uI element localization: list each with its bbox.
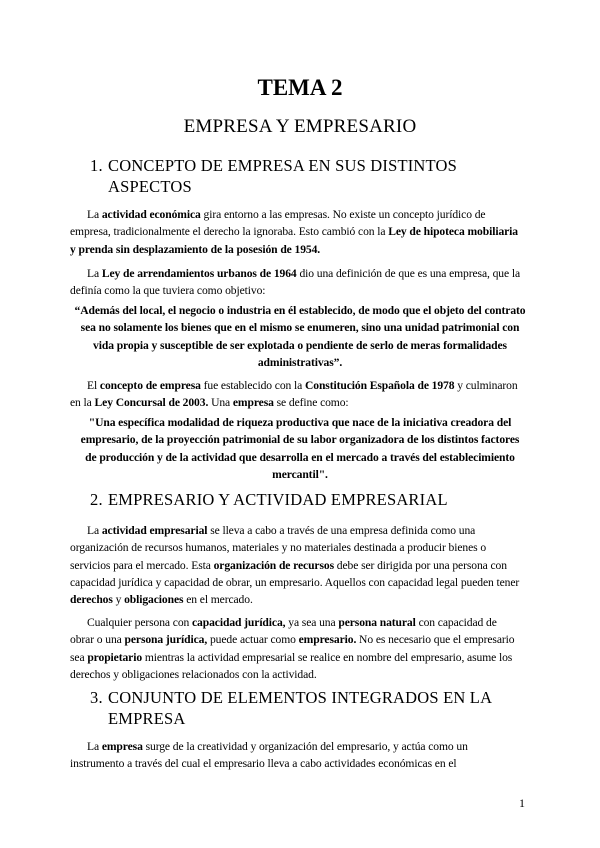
section-3-heading	[90, 687, 510, 729]
section-1-paragraph-1: La actividad económica gira entorno a las empresas. No existe un concepto jurídico de empresa, tradicionalmente el derecho la ignoraba. Esto cambió con la Ley de hipoteca mobiliaria y prenda sin desplazamiento de la posesión de 1954.	[70, 208, 519, 256]
section-3-paragraph-1: La empresa surge de la creatividad y organización del empresario, y actúa como un instrumento a través del cual el empresario lleva a cabo actividades económicas en el	[70, 740, 468, 771]
section-number: 2.	[90, 490, 103, 509]
section-2-heading	[90, 489, 510, 510]
section-1-quote-1: “Además del local, el negocio o industria en él establecido, de modo que el objeto del contrato sea no solamente los bienes que en el mismo se enumeren, sino una unidad patrimonial con vida propia y susceptible de ser explotada o pendiente de serlo de meras formalidades administrativas”.	[74, 304, 526, 369]
section-2-paragraph-1: La actividad empresarial se lleva a cabo a través de una empresa definida como una organización de recursos humanos, materiales y no materiales destinada a producir bienes o servicios para el mercado. Esta organización de recursos debe ser dirigida por una persona con capacidad jurídica y capacidad de obrar, un empresario. Aquellos con capacidad legal pueden tener derechos y obligaciones en el mercado.	[70, 524, 520, 607]
section-heading-text: EMPRESARIO Y ACTIVIDAD EMPRESARIAL	[108, 490, 448, 509]
section-1-paragraph-3: El concepto de empresa fue establecido con la Constitución Española de 1978 y culminaron en la Ley Concursal de 2003. Una empresa se define como:	[70, 379, 518, 410]
section-2-paragraph-2: Cualquier persona con capacidad jurídica, ya sea una persona natural con capacidad de obrar o una persona jurídica, puede actuar como empresario. No es necesario que el empresario sea propietario mientras la actividad empresarial se realice en nombre del empresario, asume los derechos y obligaciones relacionados con la actividad.	[70, 616, 515, 681]
page-number: 1	[519, 796, 525, 810]
section-1-heading	[90, 155, 510, 197]
page-subtitle: EMPRESA Y EMPRESARIO	[183, 116, 417, 137]
section-number: 3.	[90, 688, 103, 707]
section-number: 1.	[90, 156, 103, 175]
section-1-paragraph-2: La Ley de arrendamientos urbanos de 1964 dio una definición de que es una empresa, que la definía como la que tuviera como objetivo:	[70, 267, 520, 298]
section-1-quote-2: "Una específica modalidad de riqueza productiva que nace de la iniciativa creadora del empresario, de la proyección patrimonial de su labor organizadora de los distintos factores de producción y de la actividad que desarrolla en el mercado a través del establecimiento mercantil".	[80, 416, 520, 481]
section-heading-text: CONJUNTO DE ELEMENTOS INTEGRADOS EN LA EMPRESA	[108, 688, 493, 728]
section-heading-text: CONCEPTO DE EMPRESA EN SUS DISTINTOS ASPECTOS	[108, 156, 458, 196]
page-title: TEMA 2	[257, 75, 343, 100]
